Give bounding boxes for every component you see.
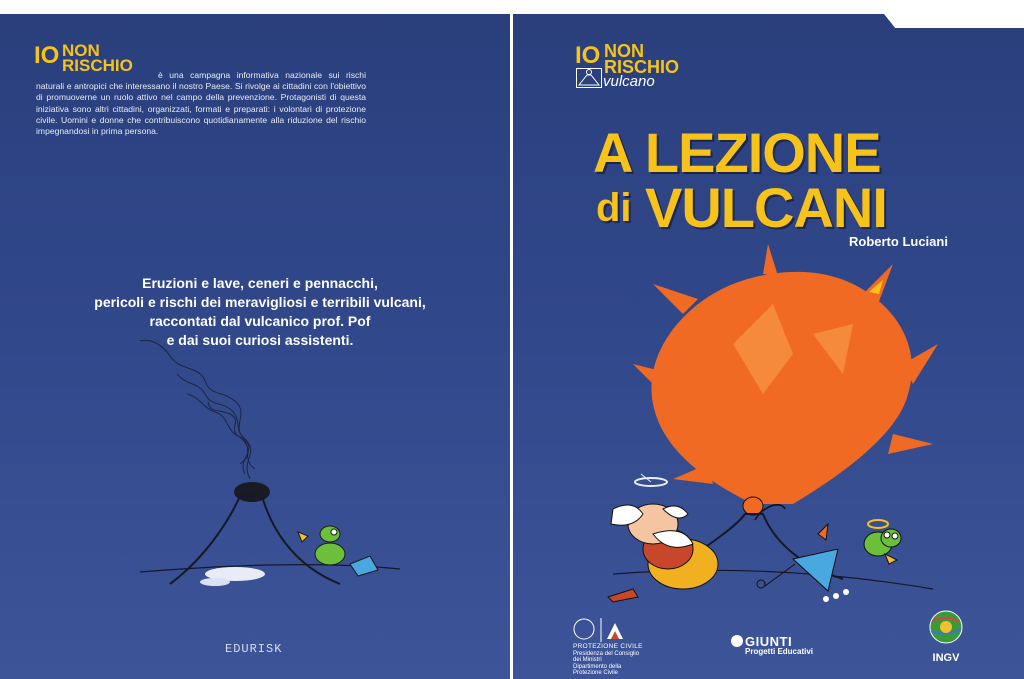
giunti-logo xyxy=(731,634,813,656)
logo-non: NON xyxy=(62,41,100,60)
logo-vulcano: vulcano xyxy=(603,73,655,90)
front-cover xyxy=(513,14,1024,679)
ingv-label: INGV xyxy=(932,652,960,664)
giunti-sub: Progetti Educativi xyxy=(745,647,814,656)
campaign-intro xyxy=(36,70,366,137)
logo-io: IO xyxy=(575,42,601,69)
intro-text: è una campagna informativa nazionale sui rischi naturali e antropici che interessano il nostro Paese. Si rivolge ai cittadini con l'obiettivo di promuoverne un ruolo attivo nel campo della prevenzione. Protagonisti di questa iniziativa sono altri cittadini, organizzati, formati e preparati: i volontari di protezione civile. Uomini e donne che contribuiscono quotidianamente alla riduzione del rischio impegnandosi in prima persona. xyxy=(36,70,366,137)
green-assistant-character xyxy=(864,520,901,564)
blurb-line: pericoli e rischi dei meravigliosi e terribili vulcani, xyxy=(94,294,426,310)
logo-io: IO xyxy=(34,42,60,69)
book-title-line1: A LEZIONE xyxy=(593,121,881,184)
volcano-logo-icon xyxy=(576,68,602,88)
corner-notch xyxy=(884,14,1024,28)
pc-sub: Presidenza del Consiglio dei Ministri xyxy=(573,650,640,663)
io-non-rischio-vulcano-logo xyxy=(575,41,715,104)
book-cover-spread xyxy=(0,14,1024,679)
protezione-civile-text xyxy=(573,644,643,677)
ingv-logo xyxy=(925,609,967,664)
blue-cone-character xyxy=(757,524,849,602)
logo-non: NON xyxy=(604,41,644,61)
logo-rischio: RISCHIO xyxy=(604,57,680,77)
back-cover xyxy=(0,14,510,679)
lava-explosion xyxy=(633,244,938,504)
pc-sub: Dipartimento della Protezione Civile xyxy=(573,663,622,676)
book-title-di: di xyxy=(596,186,632,230)
smoking-volcano-illustration xyxy=(0,314,510,614)
smoke-plume xyxy=(140,340,255,479)
edurisk-mark: EDURISK xyxy=(225,642,283,656)
author-name: Roberto Luciani xyxy=(849,234,948,249)
erupting-volcano-illustration xyxy=(513,244,1024,614)
prof-pof-character xyxy=(608,474,718,602)
giunti-name: GIUNTI xyxy=(745,634,793,649)
volcano-vent xyxy=(743,497,763,515)
blurb-line: raccontati dal vulcanico prof. Pof xyxy=(149,313,371,329)
logo-rischio: RISCHIO xyxy=(62,56,133,75)
book-title-line2: VULCANI xyxy=(645,176,887,239)
blurb-line: e dai suoi curiosi assistenti. xyxy=(166,332,354,348)
globe-icon xyxy=(925,609,967,645)
blurb-line: Eruzioni e lave, ceneri e pennacchi, xyxy=(142,275,378,291)
professor-lying xyxy=(200,567,265,586)
pc-name: PROTEZIONE CIVILE xyxy=(573,643,643,650)
giunti-g-icon xyxy=(731,635,743,647)
